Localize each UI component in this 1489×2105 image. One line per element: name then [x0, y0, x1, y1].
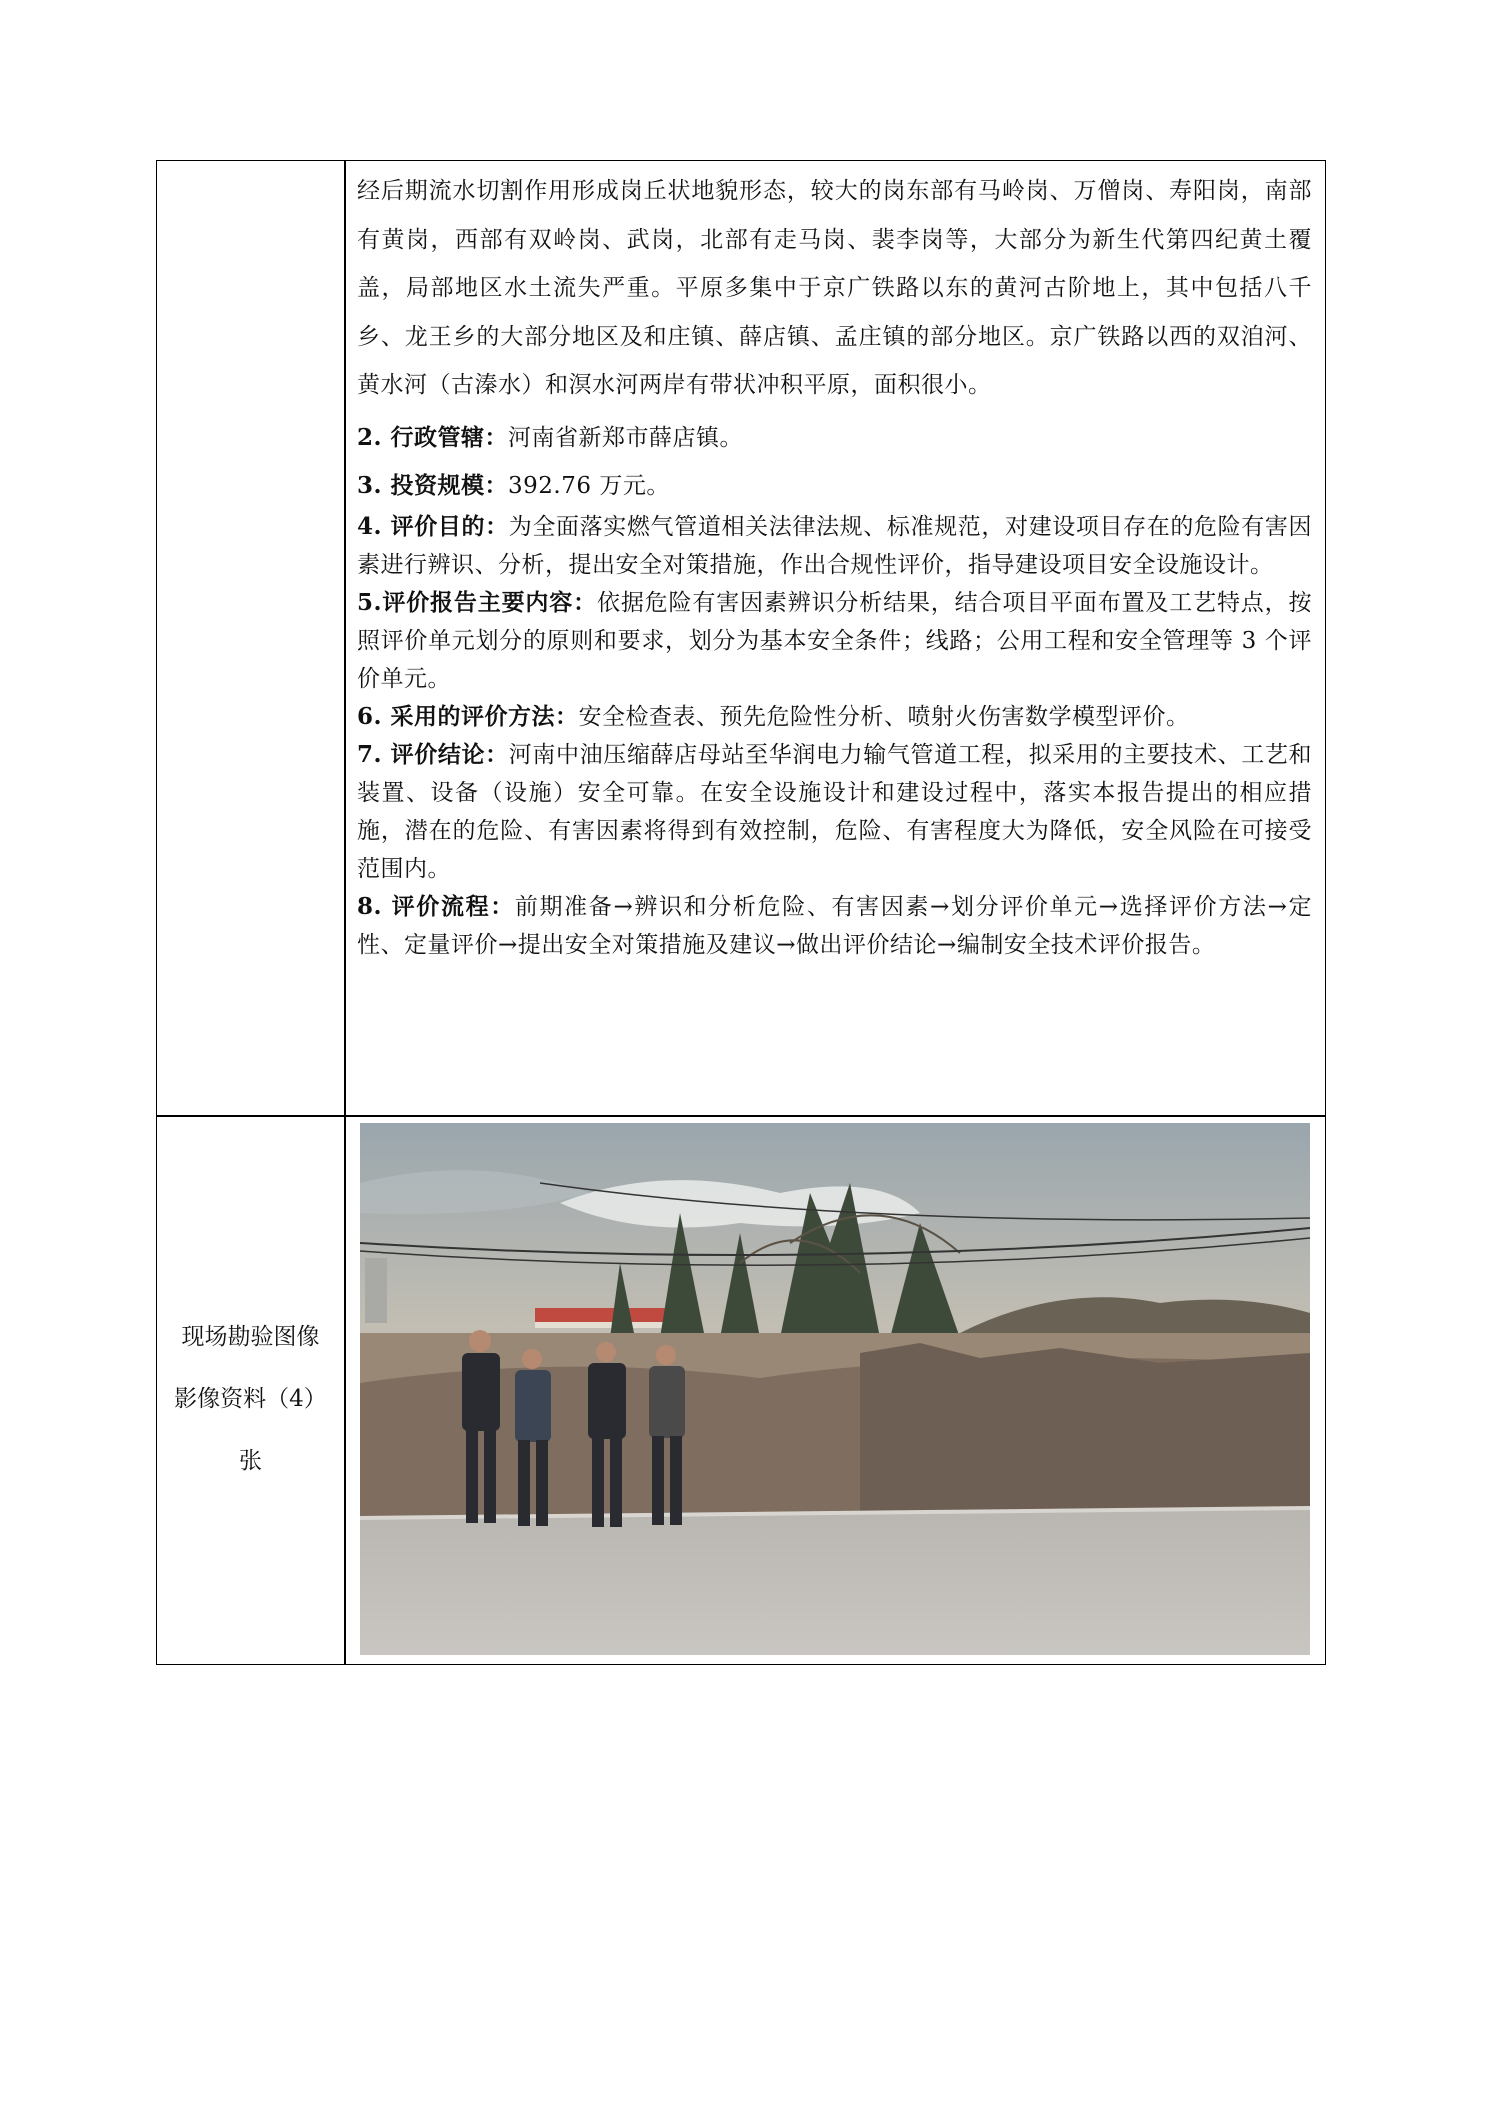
item-label: 8. 评价流程： [357, 892, 515, 920]
item-text: 为全面落实燃气管道相关法律法规、标准规范，对建设项目存在的危险有害因素进行辨识、分析，提出安全对策措施，作出合规性评价，指导建设项目安全设施设计。 [357, 513, 1313, 578]
row-divider [157, 1115, 1325, 1117]
report-table [156, 160, 1326, 1665]
photo-label-line: 现场勘验图像 [181, 1324, 320, 1350]
item-process [357, 888, 1312, 964]
description-cell [357, 161, 1312, 964]
item-purpose [357, 508, 1312, 584]
item-conclusion [357, 736, 1312, 888]
item-label: 5.评价报告主要内容： [357, 588, 597, 616]
geography-paragraph: 经后期流水切割作用形成岗丘状地貌形态，较大的岗东部有马岭岗、万僧岗、寿阳岗，南部有黄岗，西部有双岭岗、武岗，北部有走马岗、裴李岗等，大部分为新生代第四纪黄土覆盖，局部地区水土流失严重。平原多集中于京广铁路以东的黄河古阶地上，其中包括八千乡、龙王乡的大部分地区及和庄镇、薛店镇、孟庄镇的部分地区。京广铁路以西的双洎河、黄水河（古溱水）和溟水河两岸有带状冲积平原，面积很小。 [357, 178, 1312, 398]
photo-label-cell [157, 1306, 344, 1492]
item-label: 7. 评价结论： [357, 740, 509, 768]
column-divider [344, 161, 346, 1664]
item-label: 3. 投资规模： [357, 471, 509, 499]
item-main-content [357, 584, 1312, 698]
item-text: 依据危险有害因素辨识分析结果，结合项目平面布置及工艺特点，按照评价单元划分的原则和要求，划分为基本安全条件；线路；公用工程和安全管理等 3 个评价单元。 [357, 589, 1312, 692]
site-survey-photo [360, 1123, 1310, 1655]
item-label: 4. 评价目的： [357, 512, 509, 540]
item-admin [357, 416, 1312, 460]
item-label: 2. 行政管辖： [357, 423, 509, 451]
photo-label-line: 张 [239, 1448, 262, 1474]
item-text: 392.76 万元。 [508, 472, 670, 499]
item-methods [357, 698, 1312, 736]
item-text: 河南省新郑市薛店镇。 [508, 424, 744, 451]
photo-label-line: 影像资料（4） [174, 1386, 327, 1412]
item-label: 6. 采用的评价方法： [357, 702, 579, 730]
item-investment [357, 464, 1312, 508]
item-text: 河南中油压缩薛店母站至华润电力输气管道工程，拟采用的主要技术、工艺和装置、设备（设施）安全可靠。在安全设施设计和建设过程中，落实本报告提出的相应措施，潜在的危险、有害因素将得到有效控制，危险、有害程度大为降低，安全风险在可接受范围内。 [357, 741, 1313, 882]
item-text: 安全检查表、预先危险性分析、喷射火伤害数学模型评价。 [578, 703, 1190, 730]
item-text: 前期准备→辨识和分析危险、有害因素→划分评价单元→选择评价方法→定性、定量评价→提出安全对策措施及建议→做出评价结论→编制安全技术评价报告。 [357, 893, 1312, 958]
